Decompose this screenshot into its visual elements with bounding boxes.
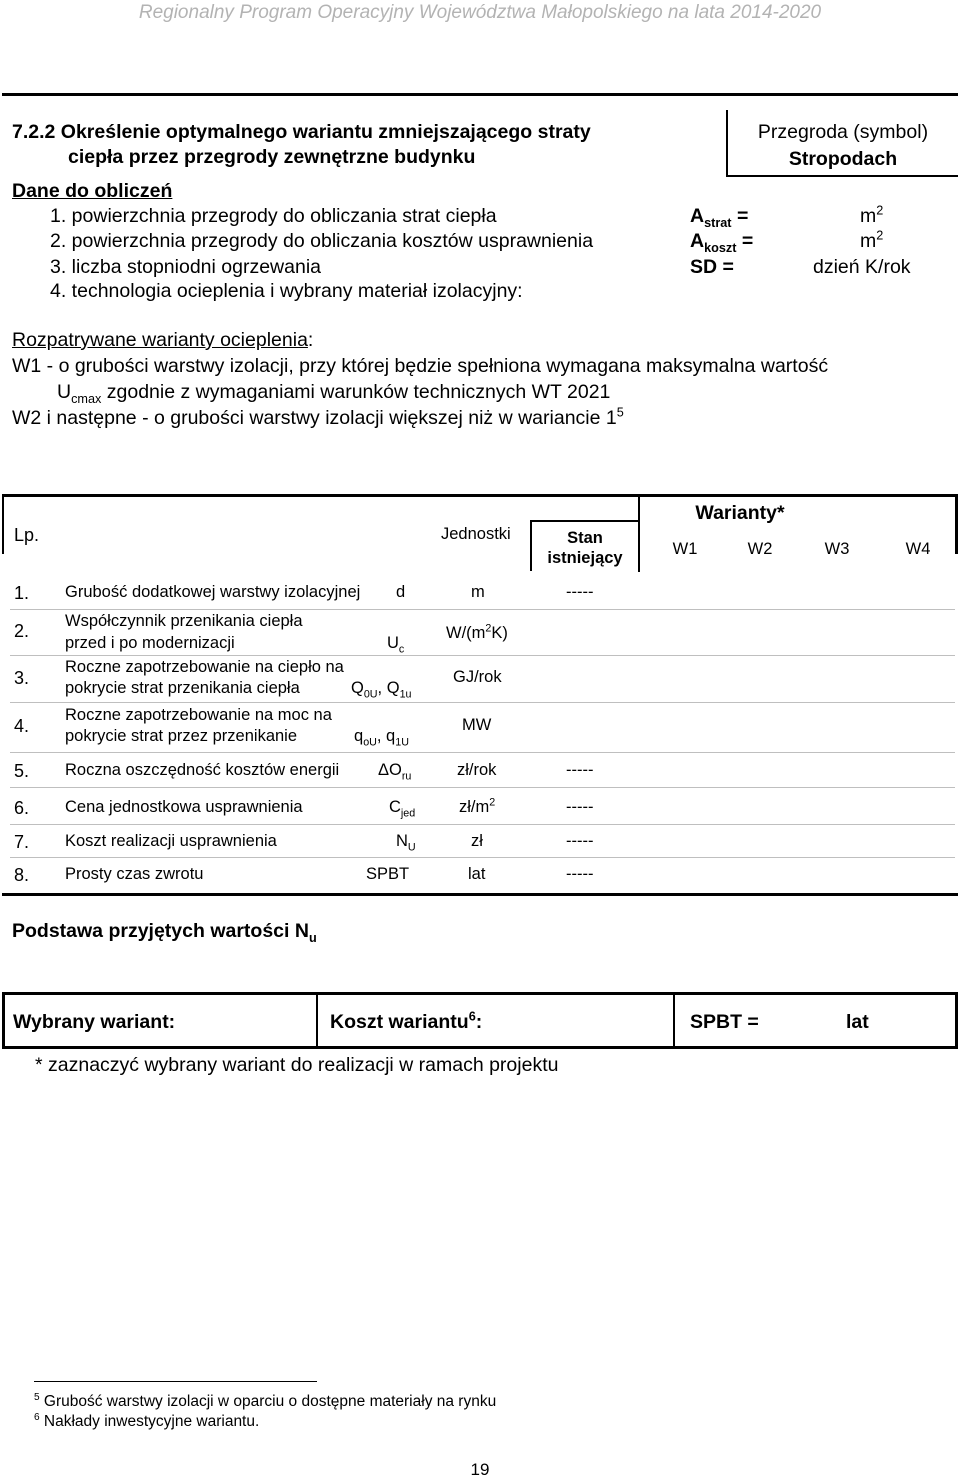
input-item-3-unit: dzień K/rok <box>813 256 911 278</box>
partition-box-bottom <box>726 175 958 177</box>
input-item-1: 1. powierzchnia przegrody do obliczania strat ciepła <box>50 205 497 227</box>
row-7-symbol: $N_U$ <box>396 832 416 854</box>
footnote-6: $^6$ Nakłady inwestycyjne wariantu. <box>34 1411 260 1430</box>
row-5-label: Roczna oszczędność kosztów energii <box>65 761 340 779</box>
row-1-state: ----- <box>566 583 594 601</box>
input-item-3: 3. liczba stopniodni ogrzewania <box>50 256 322 278</box>
row-2-label-1: Współczynnik przenikania ciepła <box>65 612 303 630</box>
selected-variant-label: Wybrany wariant: <box>13 1011 176 1033</box>
row-2-label-2: przed i po modernizacji <box>65 634 235 652</box>
row-5-no: 5. <box>14 761 30 781</box>
input-item-1-symbol: $A_{strat}$ = <box>690 205 749 230</box>
row-3-unit: GJ/rok <box>453 668 502 686</box>
table-right-border <box>955 494 958 554</box>
row-1-label: Grubość dodatkowej warstwy izolacyjnej <box>65 583 361 601</box>
partition-box-left <box>726 110 728 177</box>
variant-w2-line: W2 i następne - o grubości warstwy izolacji większej niż w wariancie $1^5$ <box>12 405 624 429</box>
col-w4: W4 <box>905 540 931 558</box>
selection-box-right <box>955 992 958 1049</box>
row-divider <box>10 752 955 753</box>
col-lp: Lp. <box>14 525 40 545</box>
row-4-label-2: pokrycie strat przez przenikanie <box>65 727 298 745</box>
row-4-label-1: Roczne zapotrzebowanie na moc na <box>65 706 332 724</box>
row-divider <box>10 655 955 656</box>
row-divider <box>10 857 955 858</box>
state-col-top <box>530 520 640 522</box>
row-divider <box>10 787 955 788</box>
row-3-no: 3. <box>14 668 30 688</box>
row-5-state: ----- <box>566 761 594 779</box>
row-8-no: 8. <box>14 865 30 885</box>
row-7-label: Koszt realizacji usprawnienia <box>65 832 277 850</box>
row-6-label: Cena jednostkowa usprawnienia <box>65 798 303 816</box>
input-item-2-unit: $m^2$ <box>860 228 884 252</box>
row-1-no: 1. <box>14 583 30 603</box>
col-state-1: Stan <box>567 529 603 547</box>
table-left-border <box>2 494 4 554</box>
row-divider <box>10 824 955 825</box>
row-7-unit: zł <box>471 832 483 850</box>
row-3-label-1: Roczne zapotrzebowanie na ciepło na <box>65 658 344 676</box>
row-8-state: ----- <box>566 865 594 883</box>
row-6-symbol: $C_{jed}$ <box>389 798 416 820</box>
row-8-symbol: SPBT <box>366 865 410 883</box>
spbt-label: SPBT = <box>690 1011 759 1033</box>
top-rule <box>2 93 958 96</box>
input-item-4: 4. technologia ocieplenia i wybrany materiał izolacyjny: <box>50 280 523 302</box>
running-header: Regionalny Program Operacyjny Województwa Małopolskiego na lata 2014-2020 <box>138 2 822 23</box>
selection-box-left <box>2 992 5 1049</box>
row-4-no: 4. <box>14 716 30 736</box>
col-w3: W3 <box>824 540 850 558</box>
row-6-no: 6. <box>14 798 30 818</box>
col-w2: W2 <box>747 540 773 558</box>
partition-value: Stropodach <box>788 148 898 170</box>
selection-note: * zaznaczyć wybrany wariant do realizacji w ramach projektu <box>35 1054 559 1076</box>
row-4-unit: MW <box>462 716 492 734</box>
row-7-no: 7. <box>14 832 30 852</box>
basis-heading: Podstawa przyjętych wartości $N_u$ <box>12 920 317 945</box>
selection-divider-2 <box>673 992 675 1049</box>
row-5-unit: zł/rok <box>457 761 497 779</box>
section-title-line2: ciepła przez przegrody zewnętrzne budynku <box>68 146 476 168</box>
row-divider <box>10 609 955 610</box>
selection-box-top <box>2 992 958 995</box>
partition-label: Przegroda (symbol) <box>757 121 929 143</box>
section-title-line1: 7.2.2 Określenie optymalnego wariantu zmniejszającego straty <box>12 121 591 143</box>
row-3-label-2: pokrycie strat przenikania ciepła <box>65 679 300 697</box>
row-3-symbol: $Q_{0U}$, $Q_{1u}$ <box>351 679 412 701</box>
spbt-unit: lat <box>846 1011 869 1033</box>
row-4-symbol: $q_{oU}$, $q_{1U}$ <box>354 727 409 749</box>
row-1-unit: m <box>471 583 485 601</box>
row-7-state: ----- <box>566 832 594 850</box>
input-data-heading: Dane do obliczeń <box>12 180 173 202</box>
col-state-2: istniejący <box>547 549 623 567</box>
row-1-symbol: d <box>396 583 406 601</box>
input-item-2: 2. powierzchnia przegrody do obliczania kosztów usprawnienia <box>50 230 594 252</box>
input-item-3-symbol: SD = <box>690 256 734 278</box>
col-w1: W1 <box>672 540 698 558</box>
variants-heading: Rozpatrywane warianty ocieplenia: <box>12 329 314 351</box>
input-item-1-unit: $m^2$ <box>860 203 884 227</box>
row-8-unit: lat <box>468 865 486 883</box>
row-5-symbol: $\Delta O_{ru}$ <box>378 761 412 783</box>
variant-w1-line1: W1 - o grubości warstwy izolacji, przy której będzie spełniona wymagana maksymalna wartość <box>12 355 829 377</box>
footnote-5: $^5$ Grubość warstwy izolacji w oparciu o dostępne materiały na rynku <box>34 1391 497 1410</box>
page-number: 19 <box>470 1460 490 1479</box>
table-bottom-rule <box>2 893 958 896</box>
col-unit: Jednostki <box>441 525 511 543</box>
row-6-unit: $zł/m^2$ <box>459 796 496 816</box>
row-6-state: ----- <box>566 798 594 816</box>
col-variants: Warianty* <box>695 502 785 524</box>
table-top-rule <box>2 494 958 497</box>
selection-box-bottom <box>2 1046 958 1049</box>
selection-divider-1 <box>316 992 318 1049</box>
input-item-2-symbol: $A_{koszt}$ = <box>690 230 754 255</box>
row-8-label: Prosty czas zwrotu <box>65 865 204 883</box>
variant-w1-line2: $U_{cmax}$ zgodnie z wymaganiami warunków technicznych WT 2021 <box>57 381 611 406</box>
row-2-unit: $W/(m^2K)$ <box>446 622 508 642</box>
variant-cost-label: Koszt wariantu$^6$: <box>330 1009 483 1033</box>
footnote-rule <box>34 1381 317 1382</box>
row-2-no: 2. <box>14 621 30 641</box>
row-2-symbol: $U_c$ <box>387 634 405 656</box>
row-divider <box>10 702 955 703</box>
